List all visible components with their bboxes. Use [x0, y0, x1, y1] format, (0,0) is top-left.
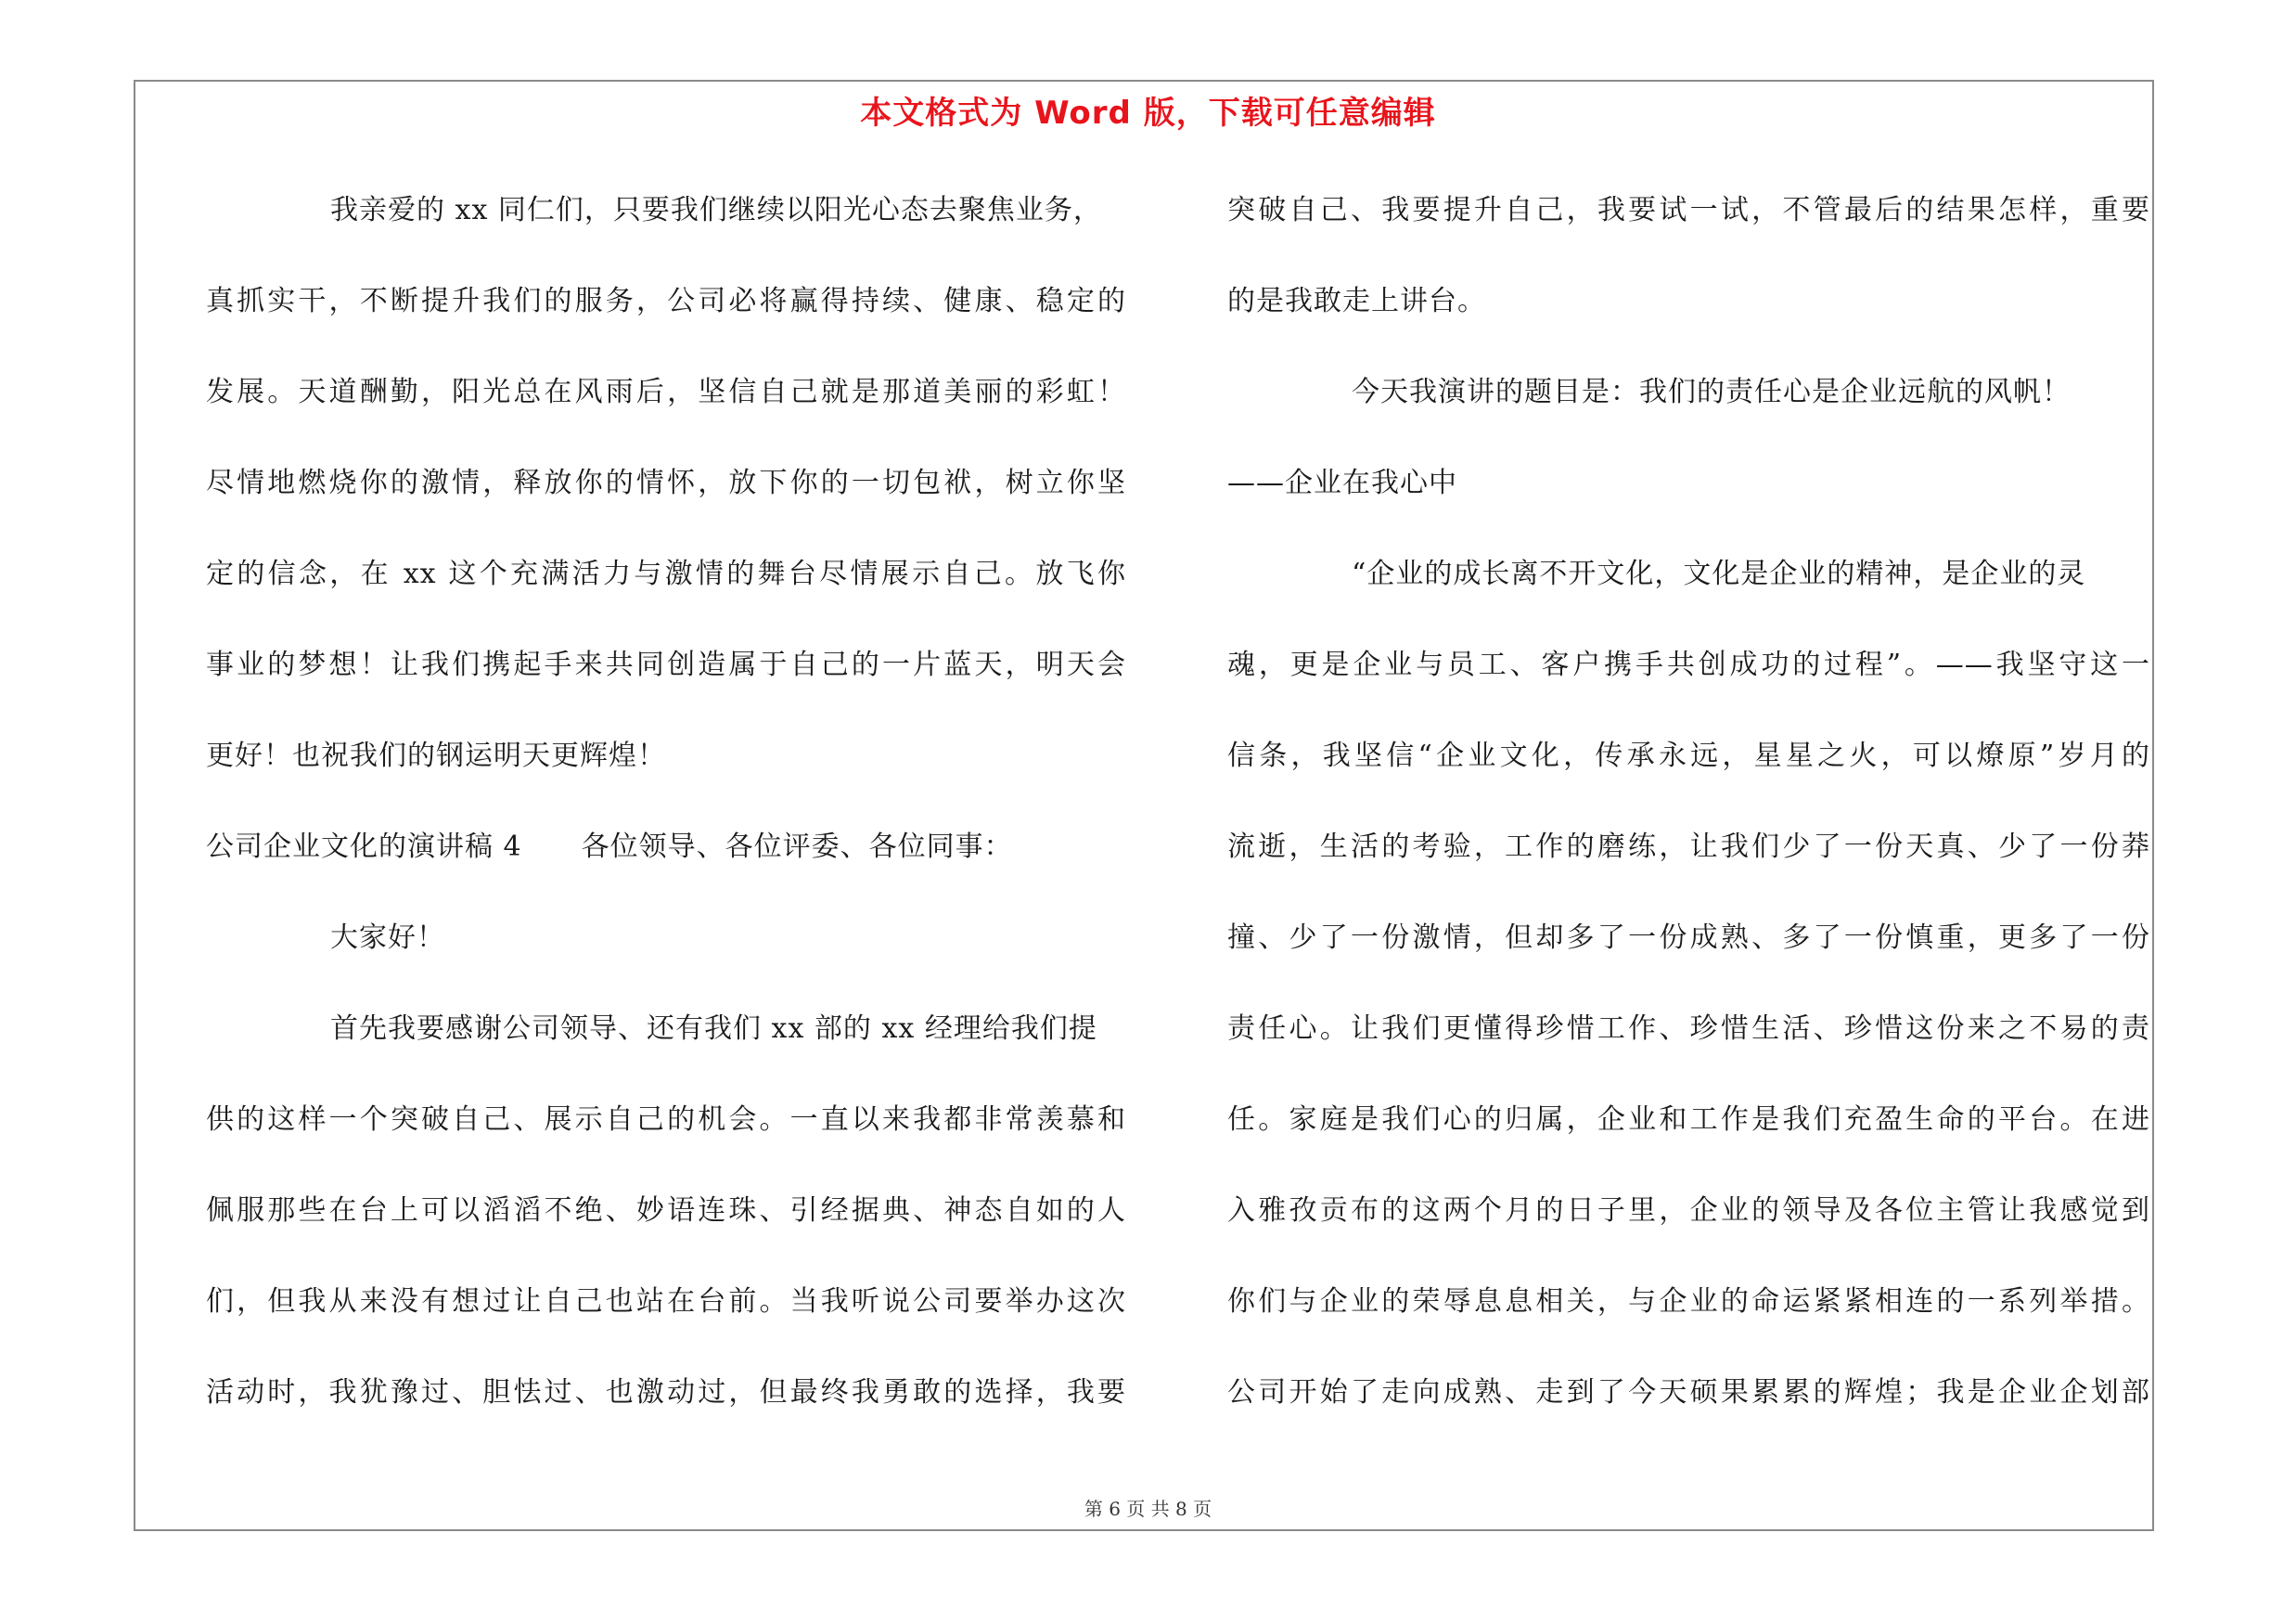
text-line: 更好！也祝我们的钢运明天更辉煌！	[206, 740, 666, 772]
right-column	[1227, 184, 2150, 1457]
text-line: 定的信念，在 xx 这个充满活力与激情的舞台尽情展示自己。放飞你	[206, 558, 1126, 590]
text-line: 真抓实干，不断提升我们的服务，公司必将赢得持续、健康、稳定的	[206, 285, 1126, 317]
text-line: 的是我敢走上讲台。	[1227, 285, 1486, 317]
text-line: 尽情地燃烧你的激情，释放你的情怀，放下你的一切包袱，树立你坚	[206, 467, 1126, 499]
text-line: 撞、少了一份激情，但却多了一份成熟、多了一份慎重，更多了一份	[1227, 921, 2150, 954]
left-column	[206, 184, 1126, 1457]
text-line: 信条，我坚信“企业文化，传承永远，星星之火，可以燎原”岁月的	[1227, 740, 2150, 772]
text-line: 入雅孜贡布的这两个月的日子里，企业的领导及各位主管让我感觉到	[1227, 1194, 2150, 1227]
text-line: 发展。天道酬勤，阳光总在风雨后，坚信自己就是那道美丽的彩虹！	[206, 376, 1126, 408]
text-line: 任。家庭是我们心的归属，企业和工作是我们充盈生命的平台。在进	[1227, 1103, 2150, 1136]
text-line: 你们与企业的荣辱息息相关，与企业的命运紧紧相连的一系列举措。	[1227, 1285, 2150, 1318]
topic-line: 今天我演讲的题目是：我们的责任心是企业远航的风帆！	[1352, 376, 2071, 408]
subtitle-line: ——企业在我心中	[1227, 467, 1457, 499]
text-line: 供的这样一个突破自己、展示自己的机会。一直以来我都非常羡慕和	[206, 1103, 1126, 1136]
word-format-banner: 本文格式为 Word 版，下载可任意编辑	[860, 95, 1436, 132]
text-line: 流逝，生活的考验，工作的磨练，让我们少了一份天真、少了一份莽	[1227, 831, 2150, 863]
text-line: 活动时，我犹豫过、胆怯过、也激动过，但最终我勇敢的选择，我要	[206, 1376, 1126, 1409]
speech-title: 公司企业文化的演讲稿 4	[206, 831, 522, 863]
speech-heading-line	[206, 820, 1126, 911]
text-line: 突破自己、我要提升自己，我要试一试，不管最后的结果怎样，重要	[1227, 194, 2150, 226]
text-line: 魂，更是企业与员工、客户携手共创成功的过程”。——我坚守这一	[1227, 649, 2150, 681]
text-line: “企业的成长离不开文化，文化是企业的精神，是企业的灵	[1352, 558, 2086, 590]
text-line: 公司开始了走向成熟、走到了今天硕果累累的辉煌；我是企业企划部	[1227, 1376, 2150, 1409]
text-line: 佩服那些在台上可以滔滔不绝、妙语连珠、引经据典、神态自如的人	[206, 1194, 1126, 1227]
text-line: 首先我要感谢公司领导、还有我们 xx 部的 xx 经理给我们提	[330, 1012, 1097, 1045]
text-line: 责任心。让我们更懂得珍惜工作、珍惜生活、珍惜这份来之不易的责	[1227, 1012, 2150, 1045]
greeting-line: 大家好！	[330, 921, 445, 954]
text-line: 们，但我从来没有想过让自己也站在台前。当我听说公司要举办这次	[206, 1285, 1126, 1318]
text-line: 我亲爱的 xx 同仁们，只要我们继续以阳光心态去聚焦业务，	[330, 194, 1102, 226]
page-indicator: 第 6 页 共 8 页	[1084, 1498, 1212, 1520]
text-line: 事业的梦想！让我们携起手来共同创造属于自己的一片蓝天，明天会	[206, 649, 1126, 681]
speech-salutation: 各位领导、各位评委、各位同事：	[581, 831, 1013, 863]
